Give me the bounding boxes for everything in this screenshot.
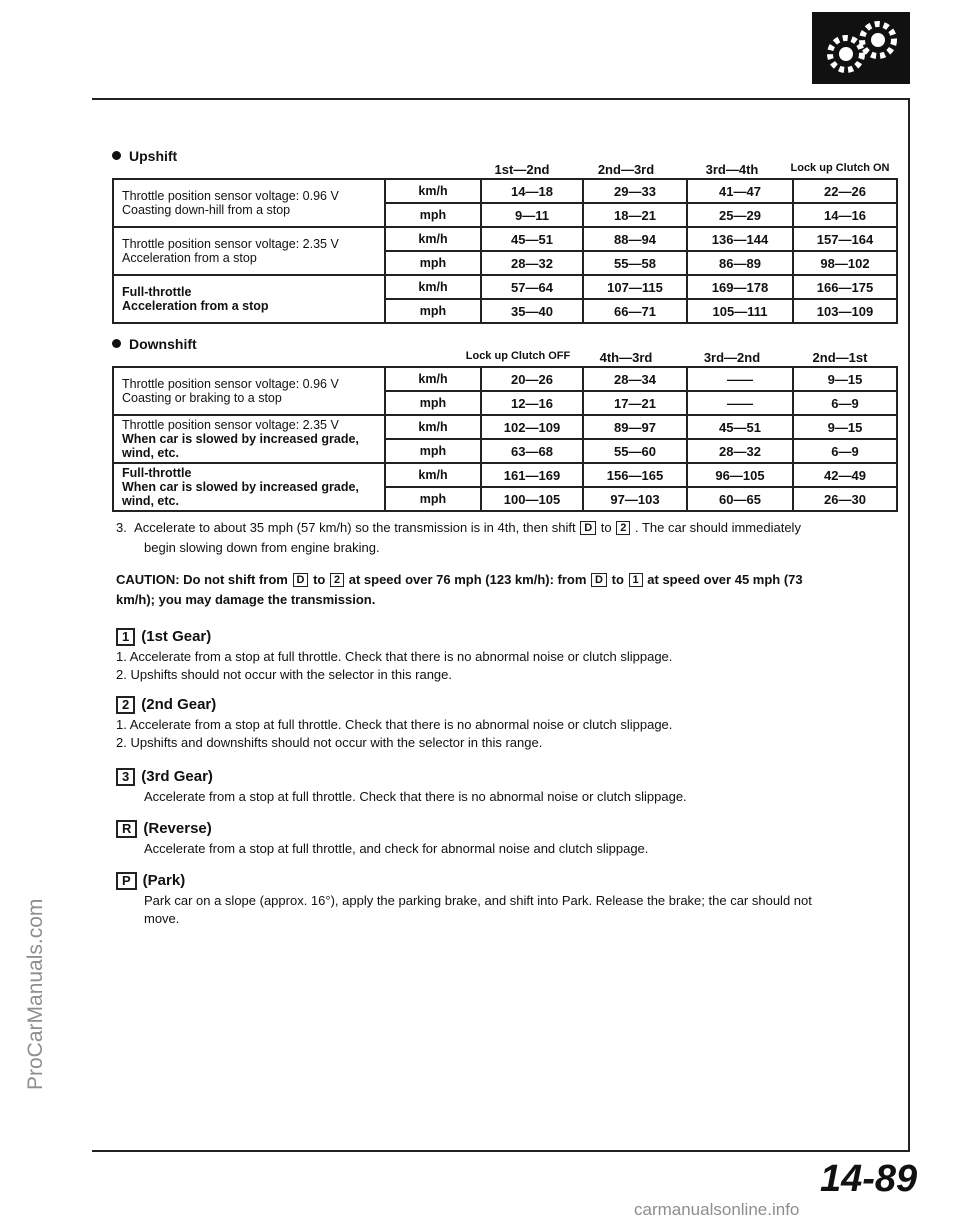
downshift-title-text: Downshift [129, 336, 197, 352]
selector-key-1: 1 [116, 628, 135, 646]
table-row [113, 227, 897, 251]
value-cell: 14—16 [793, 203, 897, 227]
condition-cell: Throttle position sensor voltage: 0.96 V Coasting down-hill from a stop [113, 179, 385, 227]
value-cell: 98—102 [793, 251, 897, 275]
value-cell: 9—15 [793, 415, 897, 439]
upshift-title-text: Upshift [129, 148, 178, 164]
bullet-icon [112, 151, 121, 160]
value-cell: 103—109 [793, 299, 897, 323]
value-cell: 28—34 [583, 367, 687, 391]
value-cell: 6—9 [793, 439, 897, 463]
value-cell: 89—97 [583, 415, 687, 439]
unit-cell: km/h [385, 415, 481, 439]
value-cell: —— [687, 367, 793, 391]
frame-top-rule [92, 98, 910, 100]
downshift-table [112, 366, 898, 512]
downshift-col-head: 4th—3rd [599, 350, 653, 365]
gear-logo-icon [812, 12, 910, 84]
frame-right-rule [908, 98, 910, 1150]
condition-cell: Throttle position sensor voltage: 2.35 V When car is slowed by increased grade, wind, etc. [113, 415, 385, 463]
gear-2-line: 2. Upshifts and downshifts should not occur with the selector in this range. [116, 735, 543, 750]
bottom-watermark: carmanualsonline.info [634, 1200, 800, 1219]
value-cell: 42—49 [793, 463, 897, 487]
bullet-icon [112, 339, 121, 348]
value-cell: 26—30 [793, 487, 897, 511]
gear-2-heading: 2 (2nd Gear) [116, 696, 216, 714]
value-cell: 156—165 [583, 463, 687, 487]
value-cell: 9—11 [481, 203, 583, 227]
gear-1-line: 1. Accelerate from a stop at full throttle. Check that there is no abnormal noise or clutch slippage. [116, 649, 673, 664]
unit-cell: km/h [385, 179, 481, 203]
gear-1-line: 2. Upshifts should not occur with the selector in this range. [116, 667, 453, 682]
value-cell: 12—16 [481, 391, 583, 415]
condition-cell: Throttle position sensor voltage: 0.96 V Coasting or braking to a stop [113, 367, 385, 415]
upshift-table [112, 178, 898, 324]
upshift-title [112, 148, 177, 164]
page-number: 14-89 [820, 1158, 918, 1200]
selector-key-d: D [293, 573, 309, 587]
table-row [113, 275, 897, 299]
selector-key-3: 3 [116, 768, 135, 786]
gear-2-line: 1. Accelerate from a stop at full throttle. Check that there is no abnormal noise or clutch slippage. [116, 717, 673, 732]
step-3: 3. Accelerate to about 35 mph (57 km/h) so the transmission is in 4th, then shift D to 2 . The car should immediately [116, 520, 801, 535]
unit-cell: mph [385, 299, 481, 323]
value-cell: 55—58 [583, 251, 687, 275]
gear-3-heading: 3 (3rd Gear) [116, 768, 213, 786]
upshift-col-head: 3rd—4th [705, 162, 759, 177]
value-cell: 28—32 [481, 251, 583, 275]
upshift-col-head: 1st—2nd [494, 162, 550, 177]
unit-cell: mph [385, 439, 481, 463]
value-cell: 28—32 [687, 439, 793, 463]
selector-key-d: D [591, 573, 607, 587]
gear-1-heading: 1 (1st Gear) [116, 628, 211, 646]
value-cell: 6—9 [793, 391, 897, 415]
downshift-col-head: 2nd—1st [812, 350, 868, 365]
value-cell: 41—47 [687, 179, 793, 203]
gear-3-line: Accelerate from a stop at full throttle. Check that there is no abnormal noise or clutch slippage. [144, 789, 687, 804]
selector-key-2: 2 [330, 573, 344, 587]
selector-key-2: 2 [616, 521, 630, 535]
selector-key-p: P [116, 872, 137, 890]
unit-cell: mph [385, 251, 481, 275]
table-row [113, 179, 897, 203]
selector-key-r: R [116, 820, 137, 838]
value-cell: 45—51 [481, 227, 583, 251]
value-cell: 100—105 [481, 487, 583, 511]
value-cell: 105—111 [687, 299, 793, 323]
value-cell: 96—105 [687, 463, 793, 487]
value-cell: 55—60 [583, 439, 687, 463]
value-cell: —— [687, 391, 793, 415]
unit-cell: km/h [385, 227, 481, 251]
value-cell: 18—21 [583, 203, 687, 227]
value-cell: 97—103 [583, 487, 687, 511]
value-cell: 22—26 [793, 179, 897, 203]
unit-cell: km/h [385, 367, 481, 391]
unit-cell: km/h [385, 463, 481, 487]
table-row [113, 463, 897, 487]
value-cell: 166—175 [793, 275, 897, 299]
value-cell: 14—18 [481, 179, 583, 203]
value-cell: 161—169 [481, 463, 583, 487]
selector-key-2: 2 [116, 696, 135, 714]
downshift-title [112, 336, 197, 352]
frame-bottom-rule [92, 1150, 910, 1152]
value-cell: 63—68 [481, 439, 583, 463]
park-line: move. [144, 911, 180, 926]
value-cell: 169—178 [687, 275, 793, 299]
value-cell: 25—29 [687, 203, 793, 227]
step-3-continued: begin slowing down from engine braking. [144, 540, 380, 555]
side-watermark: ProCarManuals.com [24, 898, 47, 1090]
downshift-col-head: Lock up Clutch OFF [465, 350, 571, 362]
unit-cell: mph [385, 391, 481, 415]
value-cell: 45—51 [687, 415, 793, 439]
unit-cell: mph [385, 487, 481, 511]
value-cell: 17—21 [583, 391, 687, 415]
caution-note-continued: km/h); you may damage the transmission. [116, 592, 376, 607]
unit-cell: mph [385, 203, 481, 227]
value-cell: 57—64 [481, 275, 583, 299]
value-cell: 157—164 [793, 227, 897, 251]
park-heading: P (Park) [116, 872, 185, 890]
condition-cell: Full-throttle Acceleration from a stop [113, 275, 385, 323]
value-cell: 102—109 [481, 415, 583, 439]
value-cell: 88—94 [583, 227, 687, 251]
reverse-line: Accelerate from a stop at full throttle, and check for abnormal noise and clutch slippage. [144, 841, 649, 856]
park-line: Park car on a slope (approx. 16°), apply the parking brake, and shift into Park. Release the brake; the car should not [144, 893, 812, 908]
upshift-col-head: 2nd—3rd [597, 162, 655, 177]
value-cell: 9—15 [793, 367, 897, 391]
upshift-col-head: Lock up Clutch ON [790, 162, 890, 174]
reverse-heading: R (Reverse) [116, 820, 212, 838]
condition-cell: Throttle position sensor voltage: 2.35 V Acceleration from a stop [113, 227, 385, 275]
table-row [113, 367, 897, 391]
selector-key-1: 1 [629, 573, 643, 587]
condition-cell: Full-throttle When car is slowed by increased grade, wind, etc. [113, 463, 385, 511]
selector-key-d: D [580, 521, 596, 535]
value-cell: 20—26 [481, 367, 583, 391]
table-row [113, 415, 897, 439]
caution-note: CAUTION: Do not shift from D to 2 at speed over 76 mph (123 km/h): from D to 1 at speed over 45 mph (73 [116, 572, 803, 587]
value-cell: 35—40 [481, 299, 583, 323]
value-cell: 66—71 [583, 299, 687, 323]
value-cell: 29—33 [583, 179, 687, 203]
value-cell: 107—115 [583, 275, 687, 299]
value-cell: 86—89 [687, 251, 793, 275]
downshift-col-head: 3rd—2nd [703, 350, 761, 365]
value-cell: 136—144 [687, 227, 793, 251]
unit-cell: km/h [385, 275, 481, 299]
value-cell: 60—65 [687, 487, 793, 511]
